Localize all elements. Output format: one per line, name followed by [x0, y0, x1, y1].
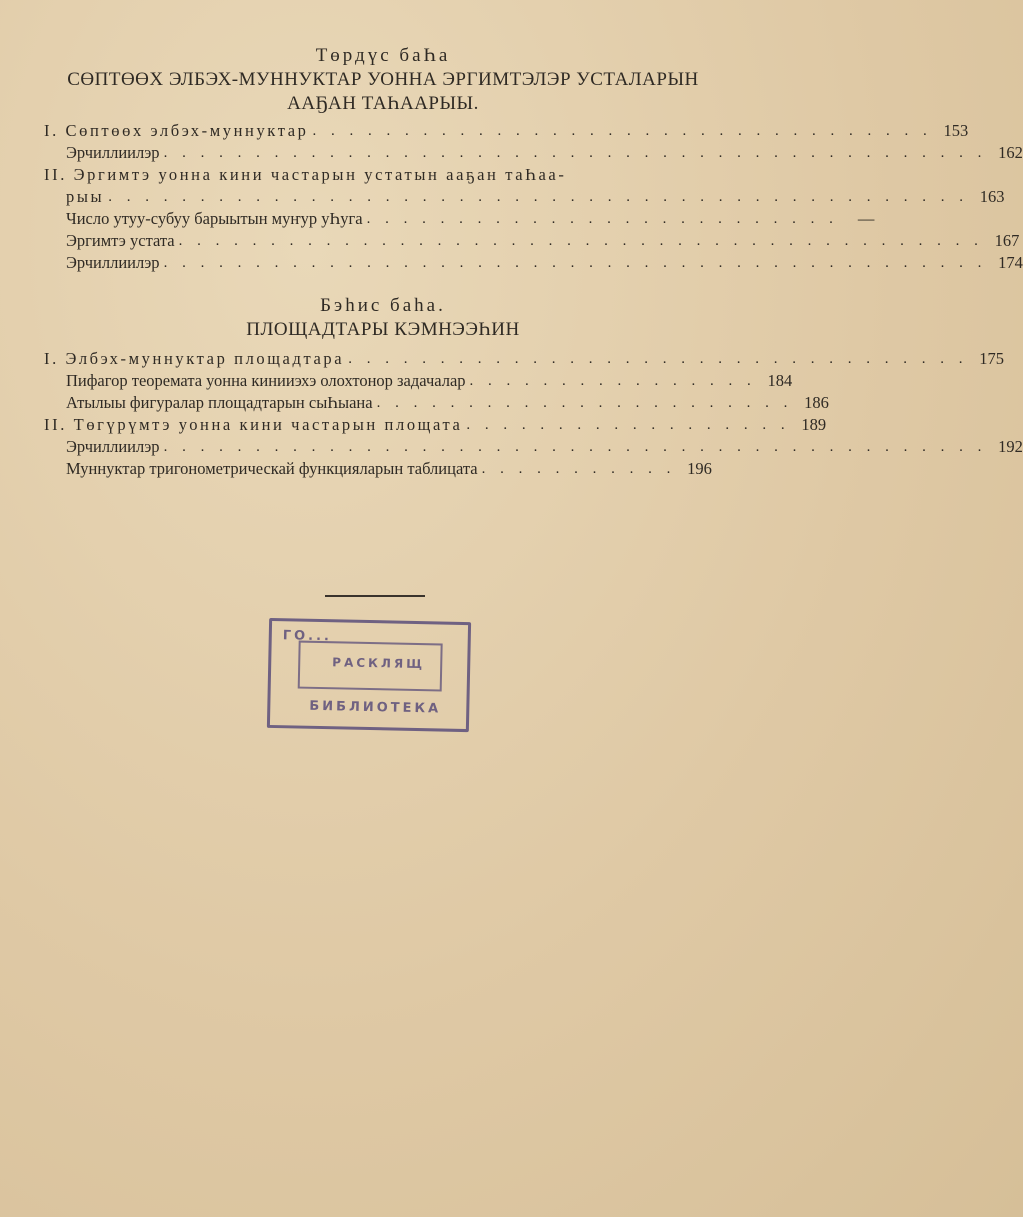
toc-entry [44, 164, 706, 186]
section4-subtitle-line2: ААҔАН ТАҺААРЫЫ. [287, 93, 479, 114]
toc-entry-label: Пифагор теоремата уонна кинииэхэ олохтонор задачалар [66, 371, 466, 390]
toc-entry-label: Эрчиллиилэр [66, 253, 160, 272]
separator-rule [325, 595, 425, 597]
stamp-bottom-text: БИБЛИОТЕКА [309, 698, 442, 717]
toc-entry-page: 192 [998, 437, 1023, 456]
toc-entry [44, 414, 827, 436]
toc-entry-page: 186 [804, 393, 829, 412]
toc-entry-page: 174 [998, 253, 1023, 272]
toc-entry [44, 348, 1004, 370]
toc-entry-label: II. Эргимтэ уонна кини частарын устатын ааҕан таҺаа- [44, 165, 567, 184]
toc-entry-label: Эрчиллиилэр [66, 437, 160, 456]
toc-entry [66, 230, 1020, 252]
toc-leader-dots: . . . . . . . . . . . . . . . . . . . . . . . . . . . . . . . . . . . . . . . . . . . . [178, 233, 984, 249]
toc-entry-label: Число утуу-субуу барыытын муҥур уҺуга [66, 209, 363, 228]
toc-entry-label: Муннуктар тригонометрическай функцияларын таблицата [66, 459, 478, 478]
section4-title: Төрдүс баҺа [315, 45, 451, 66]
toc-entry-page: 162 [998, 143, 1023, 162]
toc-entry-page: 184 [767, 371, 793, 390]
toc-entry [66, 186, 1005, 208]
toc-leader-dots: . . . . . . . . . . . . . . . . . . . . . . . . . . . . . . . . . . . . . . . . . . . . . [163, 255, 987, 271]
toc-entry-label: I. Сөптөөх элбэх-муннуктар [44, 121, 309, 140]
section5-title: Бэһис баһа. [320, 295, 446, 316]
stamp-top-text: ГО... [282, 628, 333, 645]
toc-entry-page: 167 [994, 231, 1020, 250]
toc-entry-label: I. Элбэх-муннуктар площадтара [44, 349, 345, 368]
library-stamp [267, 618, 469, 732]
toc-entry-page: 175 [979, 349, 1004, 368]
toc-entry-label: II. Төгүрүмтэ уонна кини частарын площата [44, 415, 463, 434]
toc-leader-dots: . . . . . . . . . . . . . . . . . . . . . . . . . . [366, 211, 839, 227]
toc-entry-page: — [857, 209, 875, 228]
toc-entry-label: Эрчиллиилэр [66, 143, 160, 162]
toc-entry [66, 252, 1023, 274]
section4-subtitle-line1: СӨПТӨӨХ ЭЛБЭХ-МУННУКТАР УОННА ЭРГИМТЭЛЭР УСТАЛАРЫН [67, 69, 699, 90]
toc-leader-dots: . . . . . . . . . . . . . . . . [469, 373, 757, 389]
toc-leader-dots: . . . . . . . . . . . . . . . . . . . . . . . . . . . . . . . . . . [312, 123, 933, 139]
toc-leader-dots: . . . . . . . . . . . . . . . . . . . . . . . . . . . . . . . . . . . . . . . . . . . . . . . [108, 189, 969, 205]
toc-leader-dots: . . . . . . . . . . . . . . . . . . . . . . . [376, 395, 793, 411]
toc-entry-label: рыы [66, 187, 105, 206]
toc-entry-label: Атылыы фигуралар площадтарын сыҺыана [66, 393, 373, 412]
toc-entry [66, 208, 875, 230]
toc-entry-page: 196 [687, 459, 712, 478]
toc-leader-dots: . . . . . . . . . . . [481, 461, 676, 477]
toc-entry [66, 392, 829, 414]
toc-entry-page: 163 [979, 187, 1005, 206]
toc-entry [66, 436, 1023, 458]
toc-entry [44, 120, 969, 142]
toc-leader-dots: . . . . . . . . . . . . . . . . . . [466, 417, 791, 433]
toc-leader-dots: . . . . . . . . . . . . . . . . . . . . . . . . . . . . . . . . . . . . . . . . . . . . . [163, 145, 987, 161]
toc-entry [66, 142, 1023, 164]
toc-entry-label: Эргимтэ устата [66, 231, 175, 250]
toc-entry [66, 370, 793, 392]
section5-subtitle: ПЛОЩАДТАРЫ КЭМНЭЭҺИН [246, 319, 520, 340]
toc-entry [66, 458, 712, 480]
toc-leader-dots: . . . . . . . . . . . . . . . . . . . . . . . . . . . . . . . . . . [348, 351, 968, 367]
toc-entry-page: 153 [943, 121, 969, 140]
toc-leader-dots: . . . . . . . . . . . . . . . . . . . . . . . . . . . . . . . . . . . . . . . . . . . . . [163, 439, 987, 455]
stamp-middle-text: РАСКЛЯЩ [332, 655, 426, 672]
toc-entry-page: 189 [801, 415, 827, 434]
